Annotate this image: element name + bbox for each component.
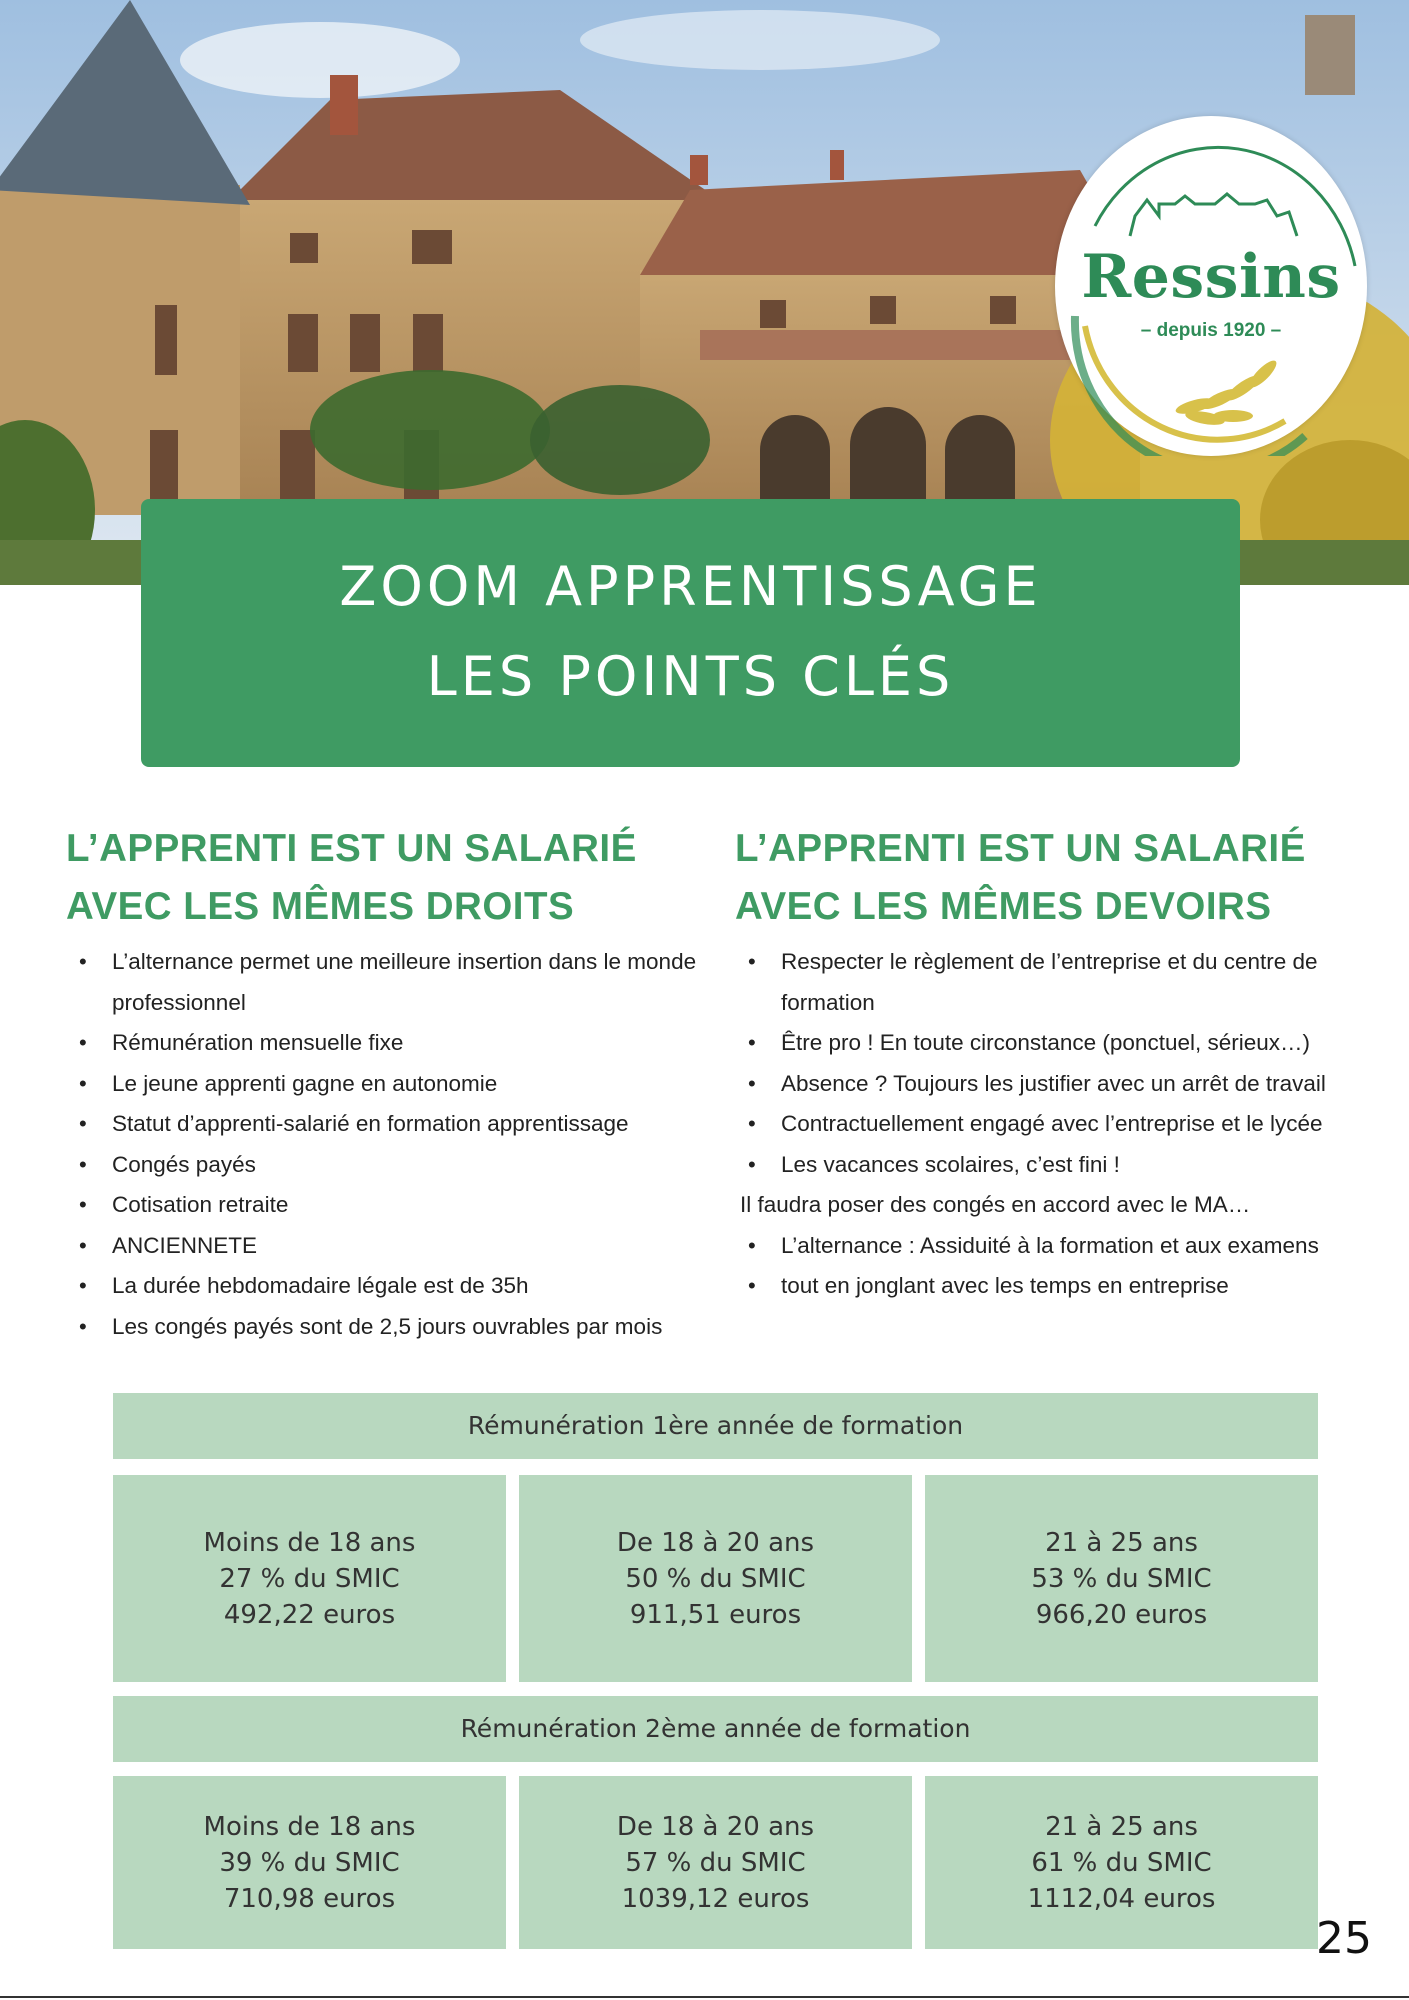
age-bracket: 21 à 25 ans [1045, 1811, 1198, 1842]
amount: 1112,04 euros [1027, 1883, 1216, 1914]
amount: 710,98 euros [223, 1883, 396, 1914]
list-item: • L’alternance : Assiduité à la formation et aux examens [735, 1226, 1375, 1267]
list-item: • Statut d’apprenti-salarié en formation apprentissage [66, 1104, 706, 1145]
rights-column [66, 820, 706, 1347]
smic-rate: 61 % du SMIC [1031, 1847, 1212, 1878]
amount: 911,51 euros [629, 1599, 802, 1630]
smic-rate: 39 % du SMIC [219, 1847, 400, 1878]
rights-heading-line-2: AVEC LES MÊMES DROITS [66, 885, 575, 928]
remuneration-cell [113, 1475, 506, 1682]
list-item: • Le jeune apprenti gagne en autonomie [66, 1064, 706, 1105]
remuneration-cell [113, 1776, 506, 1949]
list-item: • Absence ? Toujours les justifier avec un arrêt de travail [735, 1064, 1375, 1105]
smic-rate: 27 % du SMIC [219, 1563, 400, 1594]
remuneration-cell [519, 1776, 912, 1949]
list-item: • Les congés payés sont de 2,5 jours ouvrables par mois [66, 1307, 706, 1348]
remuneration-cell [519, 1475, 912, 1682]
remuneration-cell [925, 1776, 1318, 1949]
list-item: • ANCIENNETE [66, 1226, 706, 1267]
list-item: • Rémunération mensuelle fixe [66, 1023, 706, 1064]
amount: 966,20 euros [1035, 1599, 1208, 1630]
remuneration-cell [925, 1475, 1318, 1682]
remuneration-year2-title: Rémunération 2ème année de formation [113, 1696, 1318, 1762]
list-item: • Congés payés [66, 1145, 706, 1186]
list-item: • La durée hebdomadaire légale est de 35h [66, 1266, 706, 1307]
list-item: • L’alternance permet une meilleure insertion dans le monde professionnel [66, 942, 706, 1023]
banner-title-line-1: ZOOM APPRENTISSAGE [339, 555, 1042, 618]
logo-since-label: – depuis 1920 – [1140, 320, 1282, 341]
list-item: • Être pro ! En toute circonstance (ponctuel, sérieux…) [735, 1023, 1375, 1064]
amount: 1039,12 euros [621, 1883, 810, 1914]
age-bracket: De 18 à 20 ans [616, 1527, 815, 1558]
smic-rate: 53 % du SMIC [1031, 1563, 1212, 1594]
smic-rate: 57 % du SMIC [625, 1847, 806, 1878]
list-item: • Contractuellement engagé avec l’entreprise et le lycée [735, 1104, 1375, 1145]
age-bracket: Moins de 18 ans [203, 1811, 416, 1842]
age-bracket: Moins de 18 ans [203, 1527, 416, 1558]
list-item: • tout en jonglant avec les temps en entreprise [735, 1266, 1375, 1307]
logo-brand-name: Ressins [1081, 242, 1341, 312]
duties-column [735, 820, 1375, 1307]
rights-heading-line-1: L’APPRENTI EST UN SALARIÉ [66, 827, 637, 870]
bottom-rule [0, 1996, 1409, 1998]
banner-title-line-2: LES POINTS CLÉS [426, 645, 955, 708]
list-item: • Les vacances scolaires, c’est fini ! [735, 1145, 1375, 1186]
duties-heading-line-1: L’APPRENTI EST UN SALARIÉ [735, 827, 1306, 870]
list-item: • Cotisation retraite [66, 1185, 706, 1226]
rights-list [66, 942, 706, 1347]
amount: 492,22 euros [223, 1599, 396, 1630]
duties-heading-line-2: AVEC LES MÊMES DEVOIRS [735, 885, 1272, 928]
remuneration-year1-title: Rémunération 1ère année de formation [113, 1393, 1318, 1459]
ressins-logo [1055, 116, 1367, 456]
list-item: • Respecter le règlement de l’entreprise et du centre de formation [735, 942, 1375, 1023]
page-number: 25 [1316, 1913, 1372, 1964]
age-bracket: De 18 à 20 ans [616, 1811, 815, 1842]
age-bracket: 21 à 25 ans [1045, 1527, 1198, 1558]
smic-rate: 50 % du SMIC [625, 1563, 806, 1594]
title-banner [141, 499, 1240, 767]
duties-list [735, 942, 1375, 1307]
list-item-continuation: Il faudra poser des congés en accord avec le MA… [740, 1192, 1251, 1217]
